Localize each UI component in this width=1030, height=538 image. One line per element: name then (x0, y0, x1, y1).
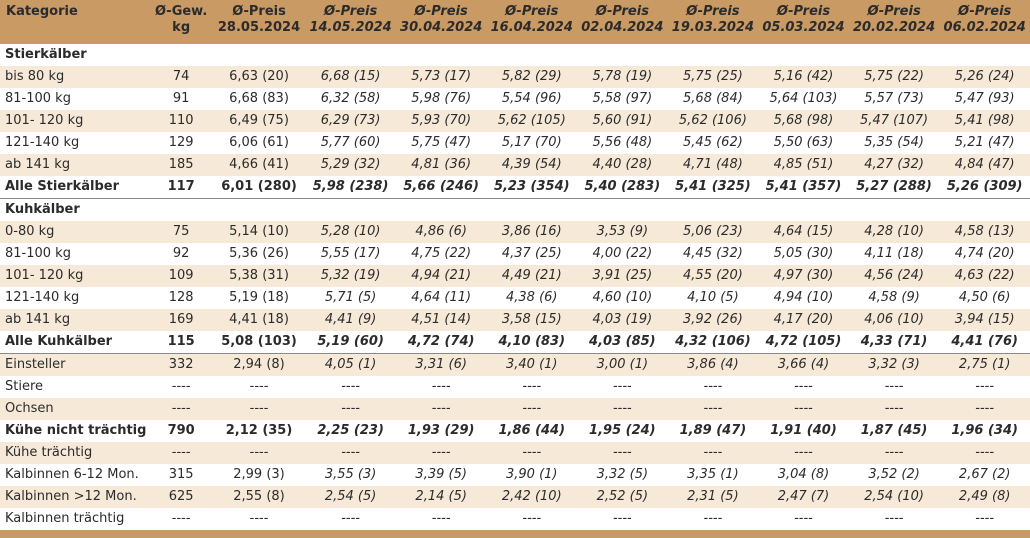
price-cell: 5,68 (84) (668, 88, 759, 110)
price-cell: 5,55 (17) (305, 243, 396, 265)
price-cell: 4,60 (10) (577, 287, 668, 309)
header-category (0, 0, 150, 44)
price-cell: 2,47 (7) (758, 486, 849, 508)
price-cell: ---- (396, 508, 487, 530)
price-cell: ---- (849, 442, 940, 464)
header-line-1: Ø-Preis (595, 4, 649, 19)
price-cell: 5,19 (60) (317, 334, 384, 349)
price-cell: ---- (939, 508, 1030, 530)
price-cell: 1,93 (29) (407, 423, 475, 438)
price-cell: ---- (577, 508, 668, 530)
price-cell: ---- (758, 376, 849, 398)
table-row (0, 243, 1030, 265)
row-label: 101- 120 kg (0, 110, 150, 132)
row-label: 81-100 kg (0, 88, 150, 110)
price-cell: 3,92 (26) (668, 309, 759, 331)
header-line-1: Ø-Preis (505, 4, 559, 19)
price-cell: 4,03 (85) (589, 334, 656, 349)
price-cell: ---- (668, 508, 759, 530)
table-row (0, 376, 1030, 398)
header-line-2: 05.03.2024 (762, 20, 845, 35)
table-row (0, 398, 1030, 420)
price-cell: 5,41 (98) (939, 110, 1030, 132)
price-cell: ---- (577, 442, 668, 464)
price-cell: 4,71 (48) (668, 154, 759, 176)
price-cell: 4,66 (41) (213, 154, 306, 176)
price-cell: 5,35 (54) (849, 132, 940, 154)
price-cell: 3,40 (1) (486, 354, 577, 377)
header-line-2: 06.02.2024 (943, 20, 1026, 35)
header-weight (150, 0, 213, 44)
header-line-1: Ø-Preis (867, 4, 921, 19)
price-cell: 5,75 (25) (668, 66, 759, 88)
price-cell: 5,78 (19) (577, 66, 668, 88)
price-cell: ---- (849, 376, 940, 398)
price-cell: 3,52 (2) (849, 464, 940, 486)
header-line-2: kg (172, 20, 191, 35)
row-label: Kalbinnen 6-12 Mon. (0, 464, 150, 486)
price-cell: 4,51 (14) (396, 309, 487, 331)
price-cell: ---- (758, 398, 849, 420)
price-cell: 6,68 (15) (305, 66, 396, 88)
header-line-1: Ø-Preis (414, 4, 468, 19)
price-cell: 5,23 (354) (493, 179, 570, 194)
price-cell: 5,77 (60) (305, 132, 396, 154)
price-cell: 5,54 (96) (486, 88, 577, 110)
price-cell: 4,63 (22) (939, 265, 1030, 287)
weight-cell: 129 (150, 132, 213, 154)
table-row (0, 354, 1030, 377)
table-row (0, 88, 1030, 110)
weight-cell: ---- (150, 398, 213, 420)
price-cell: 5,06 (23) (668, 221, 759, 243)
price-cell: 2,54 (10) (849, 486, 940, 508)
price-cell: 4,50 (6) (939, 287, 1030, 309)
price-cell: ---- (213, 398, 306, 420)
price-cell: 4,94 (10) (758, 287, 849, 309)
price-cell: 6,29 (73) (305, 110, 396, 132)
price-cell: 4,33 (71) (860, 334, 928, 349)
price-cell: 5,41 (325) (675, 179, 751, 194)
row-label: ab 141 kg (0, 309, 150, 331)
price-cell: 4,28 (10) (849, 221, 940, 243)
price-cell: 4,41 (9) (305, 309, 396, 331)
price-cell: 5,05 (30) (758, 243, 849, 265)
price-cell: 4,10 (83) (498, 334, 566, 349)
price-cell: 3,91 (25) (577, 265, 668, 287)
header-price-7 (758, 0, 849, 44)
header-line-2: 02.04.2024 (581, 20, 664, 35)
row-label: bis 80 kg (0, 66, 150, 88)
price-cell: 5,19 (18) (213, 287, 306, 309)
price-cell: 5,16 (42) (758, 66, 849, 88)
table-row (0, 132, 1030, 154)
table-row (0, 309, 1030, 331)
weight-cell: 128 (150, 287, 213, 309)
price-cell: 5,38 (31) (213, 265, 306, 287)
row-label: 101- 120 kg (0, 265, 150, 287)
price-cell: 5,26 (309) (946, 179, 1023, 194)
price-cell: 5,08 (103) (221, 334, 297, 349)
weight-cell: 169 (150, 309, 213, 331)
price-cell: 4,06 (10) (849, 309, 940, 331)
price-cell: ---- (396, 376, 487, 398)
price-cell: ---- (213, 442, 306, 464)
header-line-2: 16.04.2024 (490, 20, 573, 35)
table-row (0, 287, 1030, 309)
weight-cell: 185 (150, 154, 213, 176)
row-label: 121-140 kg (0, 287, 150, 309)
price-cell: 3,90 (1) (486, 464, 577, 486)
bottom-bar (0, 530, 1030, 538)
price-cell: 5,98 (238) (312, 179, 389, 194)
row-label: Alle Kuhkälber (5, 334, 113, 349)
price-cell: 2,12 (35) (225, 423, 293, 438)
price-cell: 5,32 (19) (305, 265, 396, 287)
price-cell: 3,53 (9) (577, 221, 668, 243)
price-cell: ---- (577, 398, 668, 420)
price-cell: 3,00 (1) (577, 354, 668, 377)
price-cell: ---- (486, 508, 577, 530)
price-cell: 4,64 (15) (758, 221, 849, 243)
row-label: ab 141 kg (0, 154, 150, 176)
price-cell: 4,86 (6) (396, 221, 487, 243)
price-cell: 5,62 (105) (486, 110, 577, 132)
price-cell: 3,86 (4) (668, 354, 759, 377)
price-cell: 5,68 (98) (758, 110, 849, 132)
price-cell: 5,14 (10) (213, 221, 306, 243)
header-line-2: 30.04.2024 (400, 20, 483, 35)
header-price-1 (213, 0, 306, 44)
price-cell: 3,31 (6) (396, 354, 487, 377)
price-cell: 3,35 (1) (668, 464, 759, 486)
price-cell: ---- (577, 376, 668, 398)
price-cell: 5,75 (47) (396, 132, 487, 154)
price-cell: 4,40 (28) (577, 154, 668, 176)
price-cell: 5,41 (357) (765, 179, 842, 194)
price-cell: 1,95 (24) (589, 423, 656, 438)
price-cell: 5,47 (93) (939, 88, 1030, 110)
weight-cell: 110 (150, 110, 213, 132)
header-price-4 (486, 0, 577, 44)
weight-cell: 315 (150, 464, 213, 486)
price-cell: 4,55 (20) (668, 265, 759, 287)
header-price-9 (939, 0, 1030, 44)
price-cell: 4,10 (5) (668, 287, 759, 309)
price-cell: 3,04 (8) (758, 464, 849, 486)
price-cell: 5,82 (29) (486, 66, 577, 88)
header-line-2: 14.05.2024 (309, 20, 392, 35)
table-row (0, 464, 1030, 486)
price-cell: 2,42 (10) (486, 486, 577, 508)
table-row (0, 154, 1030, 176)
price-cell: 3,94 (15) (939, 309, 1030, 331)
header-price-8 (849, 0, 940, 44)
price-cell: 4,64 (11) (396, 287, 487, 309)
price-cell: 3,66 (4) (758, 354, 849, 377)
price-cell: 4,00 (22) (577, 243, 668, 265)
price-cell: 5,75 (22) (849, 66, 940, 88)
price-cell: 1,91 (40) (770, 423, 837, 438)
price-cell: ---- (305, 508, 396, 530)
price-cell: 1,89 (47) (679, 423, 747, 438)
header-line-1: Ø-Gew. (155, 4, 208, 19)
price-cell: 6,06 (61) (213, 132, 306, 154)
table-row (0, 265, 1030, 287)
price-cell: 4,27 (32) (849, 154, 940, 176)
weight-cell: 109 (150, 265, 213, 287)
price-cell: 4,97 (30) (758, 265, 849, 287)
price-cell: 2,94 (8) (213, 354, 306, 377)
price-cell: ---- (486, 376, 577, 398)
price-cell: 6,32 (58) (305, 88, 396, 110)
price-cell: 5,27 (288) (856, 179, 932, 194)
weight-cell: 117 (167, 179, 195, 194)
price-cell: 2,67 (2) (939, 464, 1030, 486)
price-cell: 1,86 (44) (498, 423, 566, 438)
price-cell: ---- (668, 398, 759, 420)
price-cell: 3,86 (16) (486, 221, 577, 243)
price-cell: 3,39 (5) (396, 464, 487, 486)
price-cell: 2,54 (5) (305, 486, 396, 508)
price-cell: 2,52 (5) (577, 486, 668, 508)
price-cell: ---- (939, 376, 1030, 398)
price-cell: ---- (486, 398, 577, 420)
price-cell: ---- (305, 376, 396, 398)
weight-cell: 115 (167, 334, 195, 349)
price-cell: 2,25 (23) (317, 423, 384, 438)
weight-cell: 75 (150, 221, 213, 243)
price-cell: 6,49 (75) (213, 110, 306, 132)
weight-cell: ---- (150, 442, 213, 464)
price-cell: 6,68 (83) (213, 88, 306, 110)
table-row (0, 110, 1030, 132)
price-cell: ---- (213, 508, 306, 530)
price-cell: 4,49 (21) (486, 265, 577, 287)
table-row (0, 66, 1030, 88)
header-line-1: Kategorie (6, 4, 78, 19)
price-cell: 3,55 (3) (305, 464, 396, 486)
price-cell: 4,72 (74) (407, 334, 475, 349)
price-cell: 4,11 (18) (849, 243, 940, 265)
price-cell: 5,57 (73) (849, 88, 940, 110)
table-row (0, 221, 1030, 243)
row-label: Einsteller (0, 354, 150, 377)
row-label: Alle Stierkälber (5, 179, 119, 194)
price-cell: 5,28 (10) (305, 221, 396, 243)
price-cell: 4,58 (13) (939, 221, 1030, 243)
row-label: 121-140 kg (0, 132, 150, 154)
price-cell: 4,58 (9) (849, 287, 940, 309)
price-cell: ---- (305, 398, 396, 420)
table-row (0, 420, 1030, 442)
price-cell: 4,56 (24) (849, 265, 940, 287)
price-cell: 3,32 (3) (849, 354, 940, 377)
price-cell: 5,47 (107) (849, 110, 940, 132)
header-line-2: 28.05.2024 (217, 20, 301, 35)
price-cell: 5,62 (106) (668, 110, 759, 132)
row-label: Kalbinnen >12 Mon. (0, 486, 150, 508)
row-label: Kalbinnen trächtig (0, 508, 150, 530)
table-row (0, 508, 1030, 530)
price-cell: 5,21 (47) (939, 132, 1030, 154)
price-cell: 4,85 (51) (758, 154, 849, 176)
price-cell: 4,94 (21) (396, 265, 487, 287)
section-header (0, 199, 1030, 222)
section-header (0, 44, 1030, 66)
price-cell: ---- (668, 376, 759, 398)
price-cell: 2,31 (5) (668, 486, 759, 508)
price-cell: 4,32 (106) (675, 334, 751, 349)
price-cell: 5,40 (283) (584, 179, 661, 194)
table-row (0, 486, 1030, 508)
row-label: 0-80 kg (0, 221, 150, 243)
weight-cell: 790 (167, 423, 195, 438)
section-title: Stierkälber (0, 44, 1030, 66)
price-cell: 4,81 (36) (396, 154, 487, 176)
price-cell: ---- (939, 442, 1030, 464)
price-cell: ---- (213, 376, 306, 398)
header-price-6 (668, 0, 759, 44)
price-cell: ---- (396, 398, 487, 420)
price-cell: 5,98 (76) (396, 88, 487, 110)
price-cell: 4,84 (47) (939, 154, 1030, 176)
header-line-1: Ø-Preis (958, 4, 1012, 19)
price-cell: ---- (758, 442, 849, 464)
price-cell: 5,58 (97) (577, 88, 668, 110)
header-line-1: Ø-Preis (776, 4, 831, 19)
price-cell: 4,38 (6) (486, 287, 577, 309)
price-cell: 5,66 (246) (403, 179, 479, 194)
price-cell: 4,03 (19) (577, 309, 668, 331)
price-cell: 5,36 (26) (213, 243, 306, 265)
price-cell: ---- (396, 442, 487, 464)
price-cell: 4,75 (22) (396, 243, 487, 265)
price-cell: 5,45 (62) (668, 132, 759, 154)
weight-cell: ---- (150, 508, 213, 530)
price-cell: 6,63 (20) (213, 66, 306, 88)
price-cell: 5,29 (32) (305, 154, 396, 176)
price-cell: 4,17 (20) (758, 309, 849, 331)
price-cell: 6,01 (280) (221, 179, 297, 194)
price-cell: 2,55 (8) (213, 486, 306, 508)
row-label: Kühe trächtig (0, 442, 150, 464)
header-price-2 (305, 0, 396, 44)
weight-cell: 91 (150, 88, 213, 110)
row-label: Kühe nicht trächtig (5, 423, 147, 438)
price-cell: 5,71 (5) (305, 287, 396, 309)
price-cell: 1,87 (45) (860, 423, 928, 438)
price-cell: 5,56 (48) (577, 132, 668, 154)
section-title: Kuhkälber (0, 199, 1030, 222)
total-row (0, 331, 1030, 354)
price-cell: ---- (849, 508, 940, 530)
price-cell: 2,49 (8) (939, 486, 1030, 508)
price-cell: 5,50 (63) (758, 132, 849, 154)
row-label: Stiere (0, 376, 150, 398)
price-cell: 1,96 (34) (951, 423, 1018, 438)
header-price-3 (396, 0, 487, 44)
weight-cell: 625 (150, 486, 213, 508)
price-cell: 5,64 (103) (758, 88, 849, 110)
row-label: 81-100 kg (0, 243, 150, 265)
header-line-1: Ø-Preis (323, 4, 378, 19)
table-row (0, 442, 1030, 464)
price-cell: 4,05 (1) (305, 354, 396, 377)
header-price-5 (577, 0, 668, 44)
price-cell: 2,14 (5) (396, 486, 487, 508)
price-cell: 3,32 (5) (577, 464, 668, 486)
price-cell: 4,39 (54) (486, 154, 577, 176)
price-cell: ---- (758, 508, 849, 530)
price-cell: 2,99 (3) (213, 464, 306, 486)
weight-cell: 332 (150, 354, 213, 377)
weight-cell: 74 (150, 66, 213, 88)
row-label: Ochsen (0, 398, 150, 420)
header-line-1: Ø-Preis (686, 4, 740, 19)
header-row (0, 0, 1030, 44)
total-row (0, 176, 1030, 199)
weight-cell: 92 (150, 243, 213, 265)
price-cell: 3,58 (15) (486, 309, 577, 331)
price-cell: ---- (939, 398, 1030, 420)
price-cell: ---- (668, 442, 759, 464)
price-cell: ---- (486, 442, 577, 464)
price-cell: 4,45 (32) (668, 243, 759, 265)
header-line-2: 19.03.2024 (671, 20, 755, 35)
price-cell: 5,93 (70) (396, 110, 487, 132)
price-cell: 5,26 (24) (939, 66, 1030, 88)
price-cell: ---- (305, 442, 396, 464)
price-cell: 4,37 (25) (486, 243, 577, 265)
price-cell: 4,41 (18) (213, 309, 306, 331)
price-cell: 5,73 (17) (396, 66, 487, 88)
weight-cell: ---- (150, 376, 213, 398)
price-cell: 4,41 (76) (951, 334, 1018, 349)
header-line-2: 20.02.2024 (852, 20, 936, 35)
price-cell: 5,60 (91) (577, 110, 668, 132)
price-cell: 4,72 (105) (765, 334, 842, 349)
price-cell: ---- (849, 398, 940, 420)
price-cell: 2,75 (1) (939, 354, 1030, 377)
price-cell: 5,17 (70) (486, 132, 577, 154)
header-line-1: Ø-Preis (232, 4, 286, 19)
price-cell: 4,74 (20) (939, 243, 1030, 265)
